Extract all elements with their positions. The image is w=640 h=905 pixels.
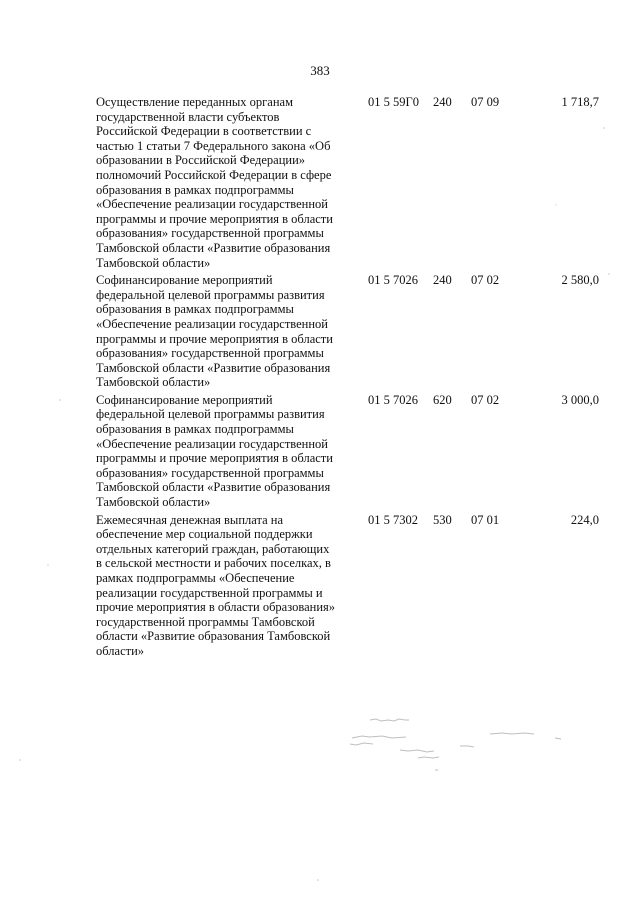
expense-name-line: рамках подпрограммы «Обеспечение <box>96 571 295 585</box>
expense-type-code: 530 <box>433 512 452 527</box>
expense-name-line: «Обеспечение реализации государственной <box>96 436 328 451</box>
amount-value: 1 718,7 <box>561 95 599 109</box>
amount-value: 224,0 <box>570 512 599 527</box>
expense-name-line: Софинансирование мероприятий <box>96 273 273 288</box>
page-number: 383 <box>310 63 330 78</box>
section-code: 07 02 <box>471 392 500 407</box>
section-code: 07 01 <box>471 512 500 527</box>
expense-name-line: частью 1 статьи 7 Федерального закона «Об <box>96 138 331 153</box>
expense-name-line: «Обеспечение реализации государственной <box>96 197 328 212</box>
expense-name-line: Тамбовской области «Развитие образования <box>96 360 331 375</box>
expense-name-line: образования» государственной программы <box>96 465 324 480</box>
expense-name-line: области» <box>96 643 145 658</box>
expense-name-line: обеспечение мер социальной поддержки <box>96 527 313 542</box>
expense-name-line: федеральной целевой программы развития <box>96 407 325 422</box>
section-code: 07 02 <box>471 273 500 288</box>
expense-name-line: отдельных категорий граждан, работающих <box>96 541 330 556</box>
table-row <box>0 273 640 390</box>
amount-value: 3 000,0 <box>561 392 599 407</box>
table-row <box>0 393 640 510</box>
target-article-code: 01 5 59Г0 <box>368 95 419 109</box>
expense-name-line: образования в рамках подпрограммы <box>96 422 294 437</box>
expense-name-line: области «Развитие образования Тамбовской <box>96 629 331 644</box>
expense-name-line: Осуществление переданных органам <box>96 95 293 109</box>
expense-name-line: государственной власти субъектов <box>96 109 280 124</box>
section-code: 07 09 <box>471 95 500 109</box>
expense-name-line: образования в рамках подпрограммы <box>96 302 294 317</box>
expense-name-line: Тамбовской области» <box>96 375 211 390</box>
expense-name-line: образования» государственной программы <box>96 226 324 241</box>
expense-name-line: программы и прочие мероприятия в области <box>96 331 333 346</box>
expense-name-line: программы и прочие мероприятия в области <box>96 451 333 466</box>
expense-name-line: образовании в Российской Федерации» <box>96 153 306 168</box>
expense-type-code: 240 <box>433 273 452 288</box>
expense-name-line: Тамбовской области «Развитие образования <box>96 240 331 255</box>
expense-name-line: реализации государственной программы и <box>96 585 323 600</box>
expense-name <box>96 513 358 659</box>
expense-name-line: образования в рамках подпрограммы <box>96 182 294 197</box>
expense-name-line: «Обеспечение реализации государственной <box>96 316 328 331</box>
faded-stamp-icon <box>340 710 590 780</box>
expense-name <box>96 273 358 390</box>
expense-name-line: федеральной целевой программы развития <box>96 287 325 302</box>
expense-name-line: прочие мероприятия в области образования» <box>96 600 336 615</box>
expense-name-line: Российской Федерации в соответствии с <box>96 124 312 139</box>
expense-type-code: 240 <box>433 95 452 109</box>
target-article-code: 01 5 7026 <box>368 273 418 288</box>
expense-name-line: Софинансирование мероприятий <box>96 392 273 407</box>
expense-name <box>96 95 358 270</box>
target-article-code: 01 5 7302 <box>368 512 418 527</box>
expense-name-line: Тамбовской области» <box>96 495 211 510</box>
expense-name <box>96 393 358 510</box>
expense-type-code: 620 <box>433 392 452 407</box>
expense-name-line: государственной программы Тамбовской <box>96 614 315 629</box>
expense-name-line: образования» государственной программы <box>96 346 324 361</box>
expense-name-line: Ежемесячная денежная выплата на <box>96 512 283 527</box>
target-article-code: 01 5 7026 <box>368 392 418 407</box>
expense-name-line: Тамбовской области» <box>96 255 211 270</box>
table-row <box>0 95 640 270</box>
expense-name-line: Тамбовской области «Развитие образования <box>96 480 331 495</box>
budget-table <box>0 95 640 659</box>
amount-value: 2 580,0 <box>561 273 599 288</box>
expense-name-line: программы и прочие мероприятия в области <box>96 211 333 226</box>
table-row <box>0 513 640 659</box>
expense-name-line: в сельской местности и рабочих поселках, в <box>96 556 331 571</box>
expense-name-line: полномочий Российской Федерации в сфере <box>96 167 332 182</box>
